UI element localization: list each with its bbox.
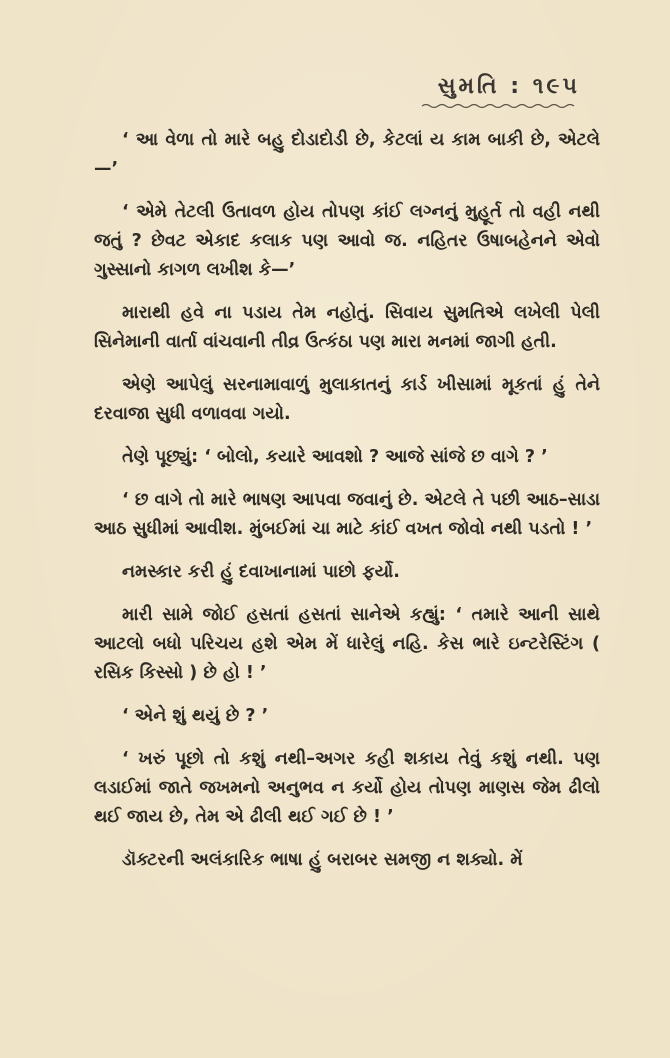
paragraph-1: ‘ આ વેળા તો મારે બહુ દોડાદોડી છે, કેટલાં ય કામ બાકી છે, એટલે—’ [94,130,600,179]
running-title: સુમતિ : ૧૯૫ [437,74,580,99]
page-body [94,126,600,889]
paragraph-11: ડૉક્ટરની અલંકારિક ભાષા હું બરાબર સમજી ન શક્યો. મેં [122,850,523,870]
paragraph-10: ‘ ખરું પૂછો તો કશું નથી–અગર કહી શકાય તેવું કશું નથી. પણ લડાઈમાં જાતે જખમનો અનુભવ ન કર્યો હોય તોપણ માણસ જેમ ઢીલો થઈ જાય છે, તેમ એ ઢીલી થઈ ગઈ છે ! ’ [94,749,600,827]
page-header [420,74,580,109]
paragraph-2: ‘ એમે તેટલી ઉતાવળ હોય તોપણ કાંઈ લગ્નનું મુહૂર્ત તો વહી નથી જતું ? છેવટ એકાદ કલાક પણ આવો જ. નહિતર ઉષાબહેનને એવો ગુસ્સાનો કાગળ લખીશ કે—’ [94,202,600,280]
paragraph-7: નમસ્કાર કરી હું દવાખાનામાં પાછો ફર્યો. [122,562,400,582]
paragraph-3: મારાથી હવે ના પડાય તેમ નહોતું. સિવાય સુમતિએ લખેલી પેલી સિનેમાની વાર્તા વાંચવાની તીવ્ર ઉત્કંઠા પણ મારા મનમાં જાગી હતી. [94,303,600,352]
paragraph-8: મારી સામે જોઈ હસતાં હસતાં સાનેએ કહ્યું: ‘ તમારે આની સાથે આટલો બધો પરિચય હશે એમ મેં ધારેલું નહિ. કેસ ભારે ઇન્ટરેસ્ટિંગ ( રસિક કિસ્સો ) છે હો ! ’ [94,605,600,683]
paragraph-6: ‘ છ વાગે તો મારે ભાષણ આપવા જવાનું છે. એટલે તે પછી આઠ–સાડા આઠ સુધીમાં આવીશ. મુંબઈમાં ચા માટે કાંઈ વખત જોવો નથી પડતો ! ’ [94,490,600,539]
paragraph-4: એણે આપેલું સરનામાવાળું મુલાકાતનું કાર્ડ ખીસામાં મૂકતાં હું તેને દરવાજા સુધી વળાવવા ગયો. [94,375,600,424]
paragraph-9: ‘ એને શું થયું છે ? ’ [122,706,269,726]
decorative-underline [420,103,580,109]
paragraph-5: તેણે પૂછ્યું: ‘ બોલો, કયારે આવશો ? આજે સાંજે છ વાગે ? ’ [122,447,548,467]
